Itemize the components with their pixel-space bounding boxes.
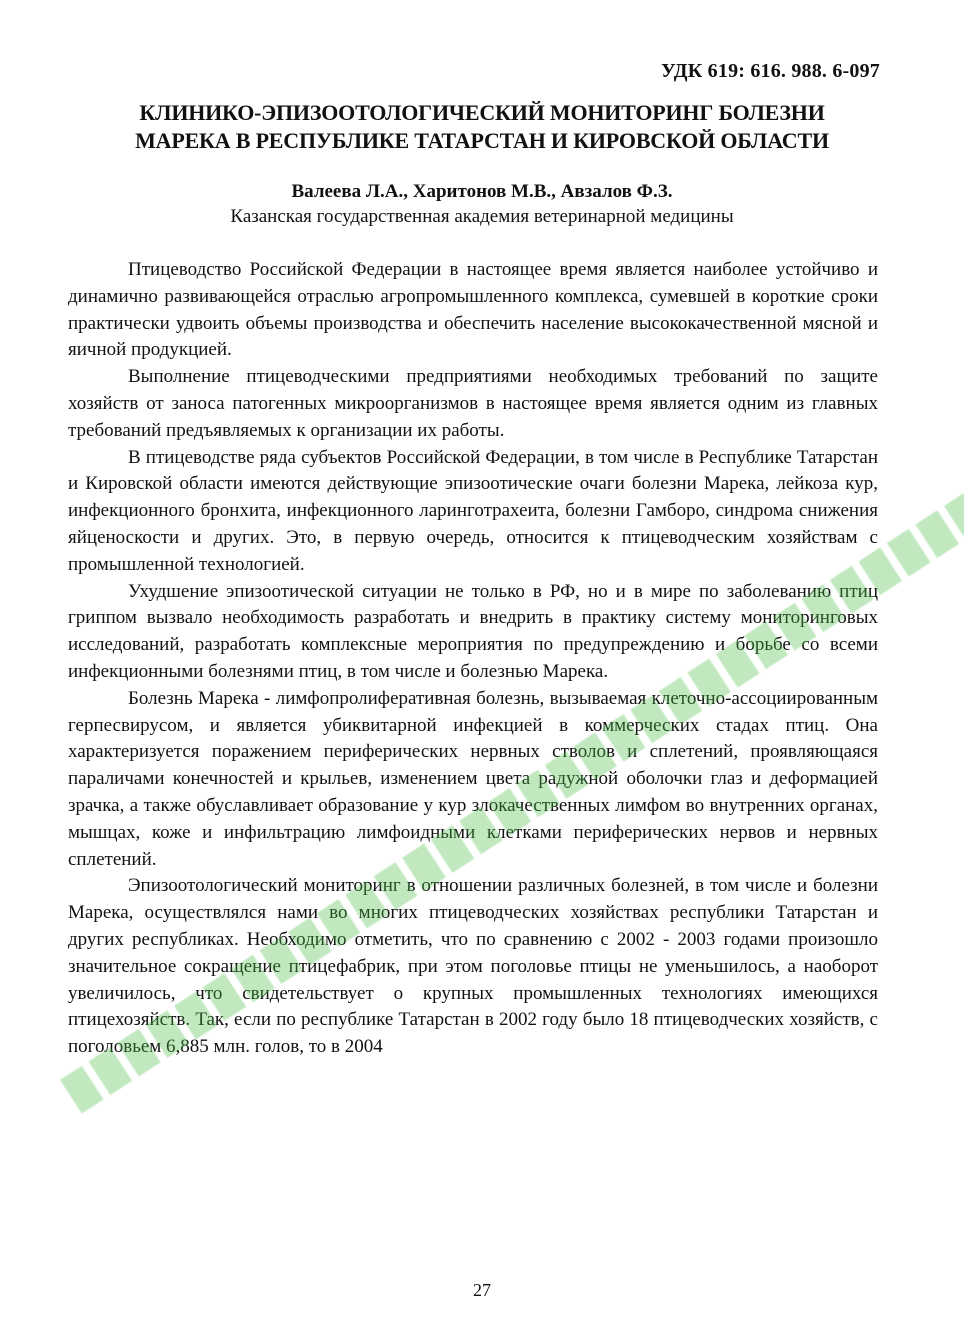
title-line-2: МАРЕКА В РЕСПУБЛИКЕ ТАТАРСТАН И КИРОВСКОЙ ОБЛАСТИ [135, 128, 829, 153]
paragraph: Болезнь Марека - лимфопролиферативная болезнь, вызываемая клеточно-ассоциированным герпесвирусом, и является убиквитарной инфекцией в коммерческих стадах птиц. Она характеризуется поражением периферических нервных стволов и сплетений, проявляющаяся параличами конечностей и крыльев, изменением цвета радужной оболочки глаз и деформацией зрачка, а также обуславливает образование у кур злокачественных лимфом во внутренних органах, мышцах, коже и инфильтрацию лимфоидными клетками периферических нервов и нервных сплетений. [68, 687, 878, 870]
article-body [68, 257, 878, 1061]
title-line-1: КЛИНИКО-ЭПИЗООТОЛОГИЧЕСКИЙ МОНИТОРИНГ БОЛЕЗНИ [139, 100, 825, 125]
udc-code: УДК 619: 616. 988. 6-097 [660, 60, 880, 82]
affiliation: Казанская государственная академия ветеринарной медицины [230, 206, 734, 227]
paragraph: Выполнение птицеводческими предприятиями необходимых требований по защите хозяйств от заноса патогенных микроорганизмов в настоящее время является одним из главных требований предъявляемых к организации их работы. [68, 366, 878, 441]
article-title [60, 99, 904, 155]
authors: Валеева Л.А., Харитонов М.В., Авзалов Ф.З. [291, 181, 673, 202]
paragraph: Птицеводство Российской Федерации в настоящее время является наиболее устойчиво и динамично развивающейся отраслью агропромышленного комплекса, сумевшей в короткие сроки практически удвоить объемы производства и обеспечить население высококачественной мясной и яичной продукцией. [68, 259, 878, 361]
paragraph: Ухудшение эпизоотической ситуации не только в РФ, но и в мире по заболеванию птиц гриппом вызвало необходимость разработать и внедрить в практику систему мониторинговых исследований, разработать комплексные мероприятия по предупреждению и борьбе со всеми инфекционными болезнями птиц, в том числе и болезнью Марека. [68, 580, 878, 682]
paragraph: Эпизоотологический мониторинг в отношении различных болезней, в том числе и болезни Марека, осуществлялся нами во многих птицеводческих хозяйствах республики Татарстан и других республиках. Необходимо отметить, что по сравнению с 2002 - 2003 годами произошло значительное сокращение птицефабрик, при этом поголовье птицы не уменьшилось, а наоборот увеличилось, что свидетельствует о крупных промышленных технологиях имеющихся птицехозяйств. Так, если по республике Татарстан в 2002 году было 18 птицеводческих хозяйств, с поголовьем 6,885 млн. голов, то в 2004 [68, 875, 878, 1058]
page-number: 27 [473, 1280, 491, 1300]
paragraph: В птицеводстве ряда субъектов Российской Федерации, в том числе в Республике Татарстан и Кировской области имеются действующие эпизоотические очаги болезни Марека, лейкоза кур, инфекционного бронхита, инфекционного ларинготрахеита, болезни Гамборо, синдрома снижения яйценоскости и других. Это, в первую очередь, относится к птицеводческим хозяйствам с промышленной технологией. [68, 446, 878, 575]
